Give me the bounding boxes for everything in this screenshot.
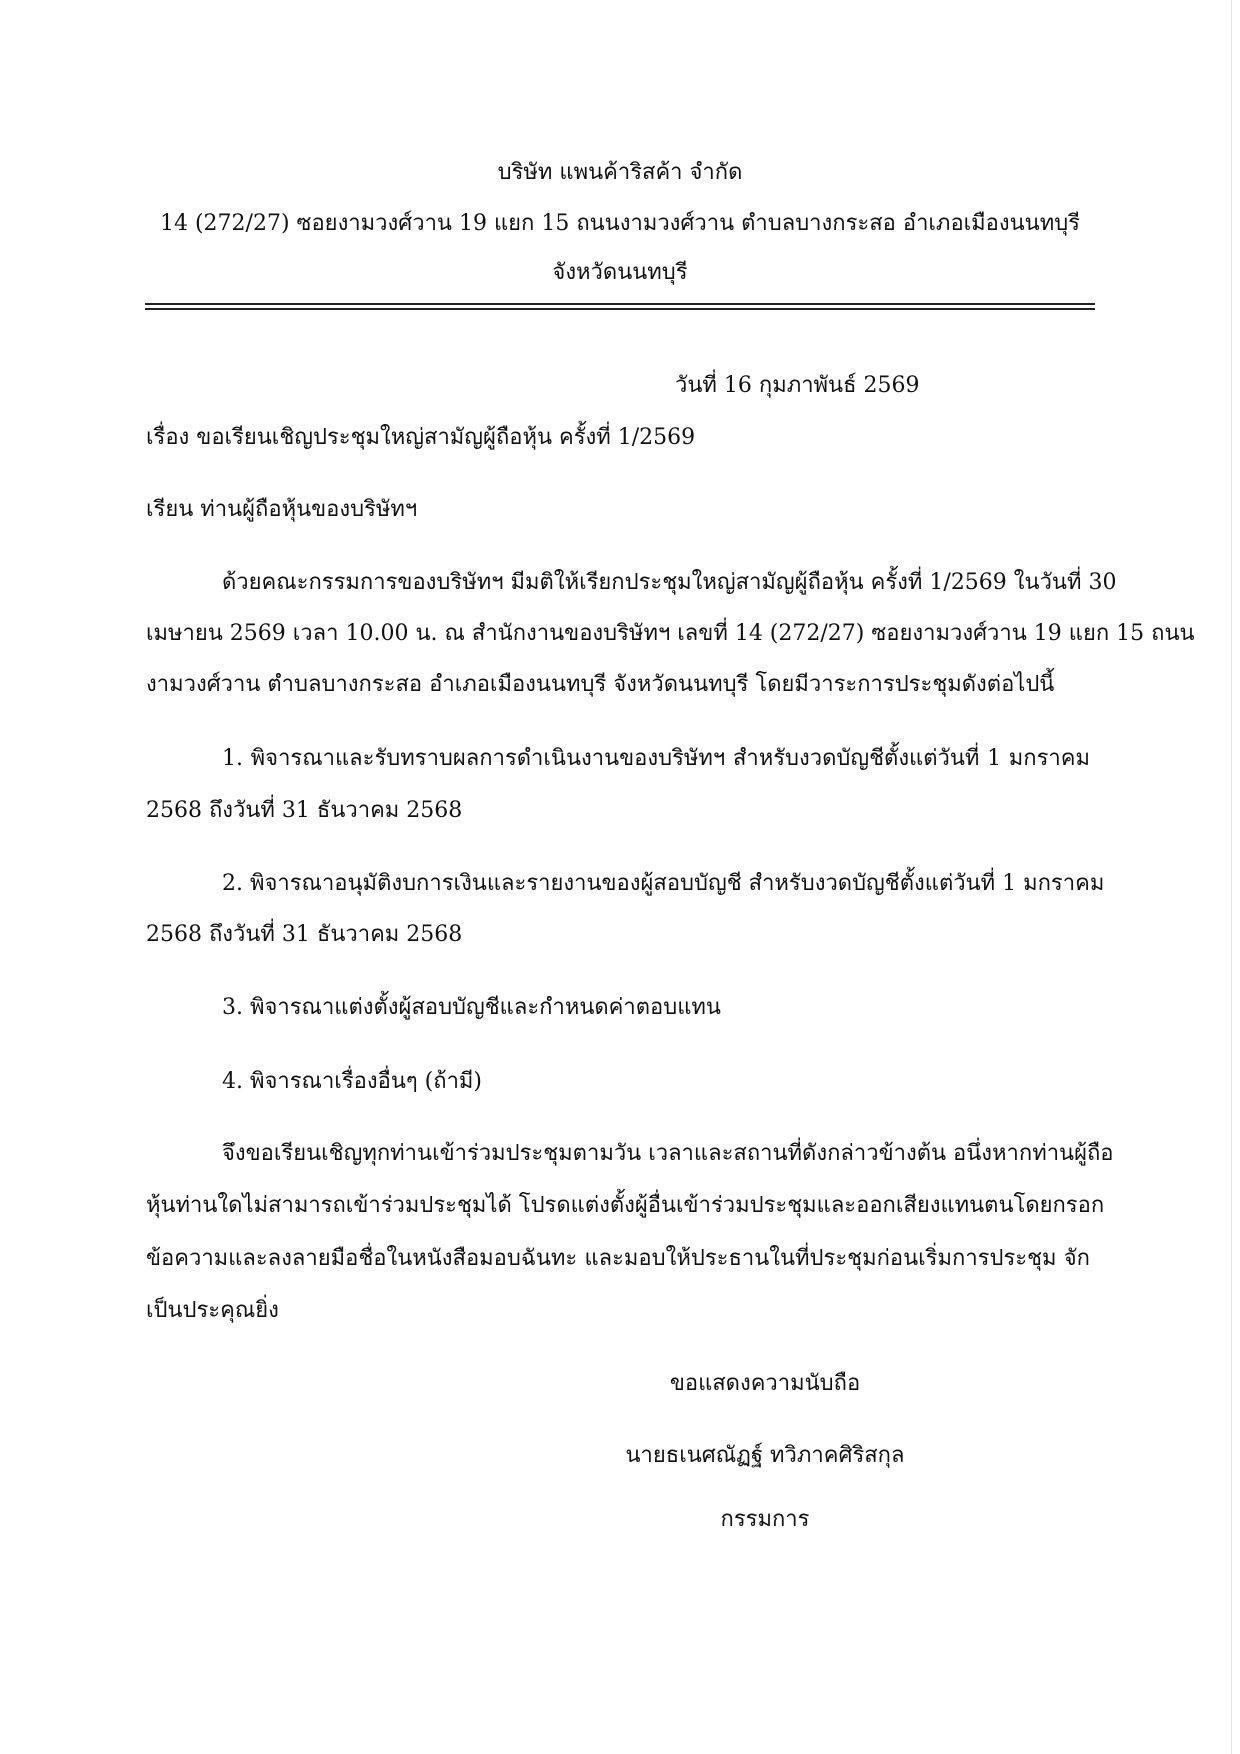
- letter-subject: เรื่อง ขอเรียนเชิญประชุมใหญ่สามัญผู้ถือหุ้น ครั้งที่ 1/2569: [146, 425, 696, 450]
- agenda-item-2-line-1: 2. พิจารณาอนุมัติงบการเงินและรายงานของผู้สอบบัญชี สำหรับงวดบัญชีตั้งแต่วันที่ 1 มกราคม: [222, 871, 1105, 896]
- closing-line-3: ข้อความและลงลายมือชื่อในหนังสือมอบฉันทะ และมอบให้ประธานในที่ประชุมก่อนเริ่มการประชุม จัก: [146, 1246, 1090, 1271]
- company-name: บริษัท แพนค้าริสค้า จำกัด: [497, 160, 743, 185]
- header-rule-top: [145, 303, 1095, 305]
- agenda-item-4: 4. พิจารณาเรื่องอื่นๆ (ถ้ามี): [222, 1069, 483, 1094]
- intro-line-2: เมษายน 2569 เวลา 10.00 น. ณ สำนักงานของบริษัทฯ เลขที่ 14 (272/27) ซอยงามวงศ์วาน 19 แยก 15 ถนน: [146, 621, 1195, 646]
- letter-date: วันที่ 16 กุมภาพันธ์ 2569: [675, 373, 920, 398]
- intro-line-3: งามวงศ์วาน ตำบลบางกระสอ อำเภอเมืองนนทบุรี จังหวัดนนทบุรี โดยมีวาระการประชุมดังต่อไปนี้: [146, 672, 1055, 697]
- agenda-item-3: 3. พิจารณาแต่งตั้งผู้สอบบัญชีและกำหนดค่าตอบแทน: [222, 995, 721, 1020]
- letter-salutation: เรียน ท่านผู้ถือหุ้นของบริษัทฯ: [146, 497, 418, 522]
- signer-title: กรรมการ: [720, 1507, 810, 1532]
- agenda-item-2-line-2: 2568 ถึงวันที่ 31 ธันวาคม 2568: [146, 922, 463, 947]
- header-rule-bottom: [145, 308, 1095, 310]
- closing-line-2: หุ้นท่านใดไม่สามารถเข้าร่วมประชุมได้ โปรดแต่งตั้งผู้อื่นเข้าร่วมประชุมและออกเสียงแทนตนโดยกรอก: [146, 1193, 1105, 1218]
- company-address-line-1: 14 (272/27) ซอยงามวงศ์วาน 19 แยก 15 ถนนงามวงศ์วาน ตำบลบางกระสอ อำเภอเมืองนนทบุรี: [159, 211, 1080, 236]
- intro-line-1: ด้วยคณะกรรมการของบริษัทฯ มีมติให้เรียกประชุมใหญ่สามัญผู้ถือหุ้น ครั้งที่ 1/2569 ในวันที่ 30: [222, 570, 1117, 595]
- agenda-item-1-line-1: 1. พิจารณาและรับทราบผลการดำเนินงานของบริษัทฯ สำหรับงวดบัญชีตั้งแต่วันที่ 1 มกราคม: [222, 746, 1090, 771]
- signer-name: นายธเนศณัฏฐ์ ทวิภาคศิริสกุล: [625, 1443, 905, 1468]
- agenda-item-1-line-2: 2568 ถึงวันที่ 31 ธันวาคม 2568: [146, 798, 463, 823]
- complimentary-close: ขอแสดงความนับถือ: [669, 1371, 861, 1396]
- company-address-line-2: จังหวัดนนทบุรี: [552, 260, 688, 285]
- closing-line-4: เป็นประคุณยิ่ง: [146, 1298, 279, 1323]
- closing-line-1: จึงขอเรียนเชิญทุกท่านเข้าร่วมประชุมตามวัน เวลาและสถานที่ดังกล่าวข้างต้น อนึ่งหากท่านผู้ถือ: [222, 1141, 1114, 1166]
